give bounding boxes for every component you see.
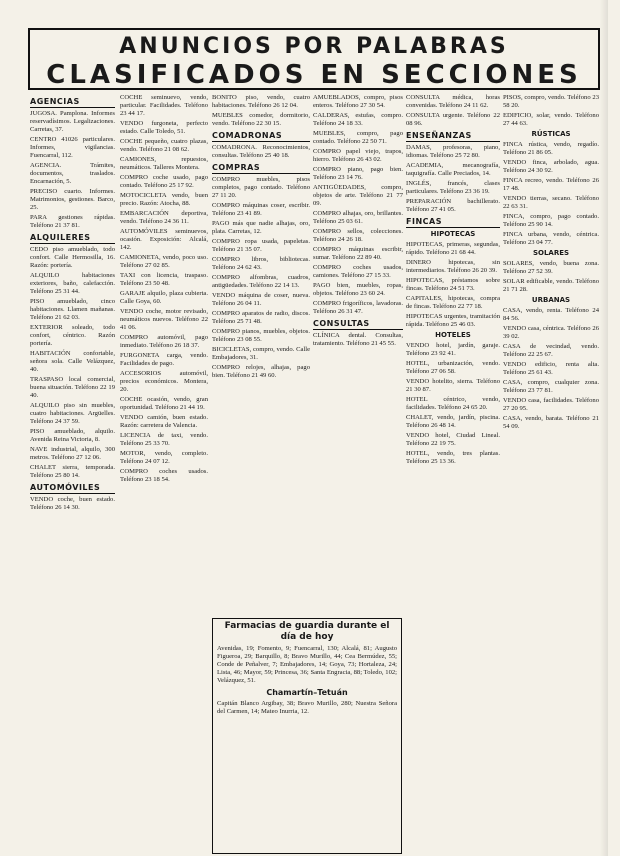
ad: COCHE seminuevo, vendo, particular. Facilidades. Teléfono 23 44 17. xyxy=(120,94,208,117)
ad: CAMIONES, repuestos, neumáticos. Talleres Montera. xyxy=(120,156,208,171)
ad: COMPRO automóvil, pago inmediato. Teléfono 26 18 37. xyxy=(120,334,208,349)
ad: MOTOR, vendo, completo. Teléfono 24 07 12. xyxy=(120,450,208,465)
ad: COMPRO papel viejo, trapos, hierro. Teléfono 26 43 02. xyxy=(313,148,403,163)
section-comadronas: COMADRONAS xyxy=(212,131,310,142)
ad: COCHE pequeño, cuatro plazas, vendo. Teléfono 21 08 62. xyxy=(120,138,208,153)
ad: VENDO edificio, renta alta. Teléfono 25 61 43. xyxy=(503,361,599,376)
ad: HOTEL céntrico, vendo, facilidades. Teléfono 24 65 20. xyxy=(406,396,500,411)
ad: ACADEMIA, mecanografía, taquigrafía. Calle Preciados, 14. xyxy=(406,162,500,177)
ad: HOTEL, vendo, tres plantas. Teléfono 25 13 36. xyxy=(406,450,500,465)
ad: EDIFICIO, solar, vendo. Teléfono 27 44 63. xyxy=(503,112,599,127)
section-ensenanzas: ENSEÑANZAS xyxy=(406,131,500,142)
ad: VENDO coche, buen estado. Teléfono 26 14 30. xyxy=(30,496,115,511)
ad: DINERO hipotecas, sin intermediarios. Teléfono 26 20 39. xyxy=(406,259,500,274)
ad: COMPRO muebles, pisos completos, pago contado. Teléfono 27 11 20. xyxy=(212,176,310,199)
ad: VENDO furgoneta, perfecto estado. Calle Toledo, 51. xyxy=(120,120,208,135)
ad: EMBARCACIÓN deportiva, vendo. Teléfono 24 36 11. xyxy=(120,210,208,225)
ad: COMPRO pianos, muebles, objetos. Teléfono 23 08 55. xyxy=(212,328,310,343)
ad: CASA de vecindad, vendo. Teléfono 22 25 67. xyxy=(503,343,599,358)
ad: HIPOTECAS urgentes, tramitación rápida. Teléfono 25 46 03. xyxy=(406,313,500,328)
ad: MUEBLES comedor, dormitorio, vendo. Teléfono 22 30 15. xyxy=(212,112,310,127)
banner-line-2: CLASIFICADOS EN SECCIONES xyxy=(46,60,582,90)
ad: COMPRO relojes, alhajas, pago bien. Teléfono 21 49 60. xyxy=(212,364,310,379)
ad: PAGO más que nadie alhajas, oro, plata. Carretas, 12. xyxy=(212,220,310,235)
ad: FINCA urbana, vendo, céntrica. Teléfono 23 04 77. xyxy=(503,231,599,246)
ad: PARA gestiones rápidas. Teléfono 21 37 81. xyxy=(30,214,115,229)
subsection-rusticas: RÚSTICAS xyxy=(531,130,571,138)
ad: MOTOCICLETA vendo, buen precio. Razón: Atocha, 88. xyxy=(120,192,208,207)
subsection-solares: SOLARES xyxy=(532,249,570,257)
ad: CALDERAS, estufas, compro. Teléfono 24 18 33. xyxy=(313,112,403,127)
ad: COMPRO ropa usada, papeletas. Teléfono 21 35 07. xyxy=(212,238,310,253)
ad: COCHE ocasión, vendo, gran oportunidad. Teléfono 21 44 19. xyxy=(120,396,208,411)
ad: PISO amueblado, cinco habitaciones. Llamen mañanas. Teléfono 21 62 03. xyxy=(30,298,115,321)
ad: VENDO tierras, secano. Teléfono 22 63 31. xyxy=(503,195,599,210)
ad: VENDO máquina de coser, nueva. Teléfono 26 04 11. xyxy=(212,292,310,307)
ad: TAXI con licencia, traspaso. Teléfono 23 50 48. xyxy=(120,272,208,287)
ad: CENTRO 41026 particulares. Informes, vigilancias. Fuencarral, 112. xyxy=(30,136,115,159)
ad: CASA, vendo, barata. Teléfono 21 54 09. xyxy=(503,415,599,430)
ad: EXTERIOR soleado, todo confort, céntrico. Razón portería. xyxy=(30,324,115,347)
ad: HIPOTECAS, primeras, segundas, rápido. Teléfono 21 68 44. xyxy=(406,241,500,256)
section-compras: COMPRAS xyxy=(212,163,310,174)
banner-line-1: ANUNCIOS POR PALABRAS xyxy=(119,34,509,59)
ad: CHALET sierra, temporada. Teléfono 25 80 14. xyxy=(30,464,115,479)
ad: FINCA rústica, vendo, regadío. Teléfono 21 86 05. xyxy=(503,141,599,156)
column-2 xyxy=(120,94,208,846)
ad: PISOS, compro, vendo. Teléfono 23 58 20. xyxy=(503,94,599,109)
pharmacies-box xyxy=(212,618,402,854)
ad: HABITACIÓN confortable, señora sola. Calle Velázquez, 40. xyxy=(30,350,115,373)
ad: ALQUILO piso sin muebles, cuatro habitaciones. Argüelles. Teléfono 24 37 59. xyxy=(30,402,115,425)
section-agencias: AGENCIAS xyxy=(30,97,115,108)
column-1 xyxy=(30,94,115,846)
pharmacies-title: Farmacias de guardia durante el día de hoy xyxy=(224,621,390,642)
section-automoviles: AUTOMÓVILES xyxy=(30,483,115,494)
ad: COMPRO coches usados, camiones. Teléfono 27 15 33. xyxy=(313,264,403,279)
subsection-urbanas: URBANAS xyxy=(531,296,571,304)
ad: MUEBLES, compro, pago contado. Teléfono 22 50 71. xyxy=(313,130,403,145)
ad: COMPRO sellos, colecciones. Teléfono 24 26 18. xyxy=(313,228,403,243)
pharmacies-subtitle: Chamartín–Tetuán xyxy=(266,688,348,697)
ad: CAMIONETA, vendo, poco uso. Teléfono 27 02 85. xyxy=(120,254,208,269)
ad: COMPRO coches usados. Teléfono 23 18 54. xyxy=(120,468,208,483)
ad: BICICLETAS, compro, vendo. Calle Embajadores, 31. xyxy=(212,346,310,361)
ad: INGLÉS, francés, clases particulares. Teléfono 23 36 19. xyxy=(406,180,500,195)
subsection-hipotecas: HIPOTECAS xyxy=(430,230,476,238)
column-5 xyxy=(406,94,500,846)
ad: SOLAR edificable, vendo. Teléfono 21 71 28. xyxy=(503,278,599,293)
ad: NAVE industrial, alquilo, 300 metros. Teléfono 27 12 06. xyxy=(30,446,115,461)
ad: COMPRO alhajas, oro, brillantes. Teléfono 25 03 61. xyxy=(313,210,403,225)
ad: COMPRO libros, bibliotecas. Teléfono 24 62 43. xyxy=(212,256,310,271)
ad: VENDO coche, motor revisado, neumáticos nuevos. Teléfono 22 41 06. xyxy=(120,308,208,331)
section-alquileres: ALQUILERES xyxy=(30,233,115,244)
ad: LICENCIA de taxi, vendo. Teléfono 25 33 70. xyxy=(120,432,208,447)
ad: ANTIGÜEDADES, compro, objetos de arte. Teléfono 21 77 09. xyxy=(313,184,403,207)
ad: COMPRO alfombras, cuadros, antigüedades. Teléfono 22 14 13. xyxy=(212,274,310,289)
ad: HOTEL, urbanización, vendo. Teléfono 27 06 58. xyxy=(406,360,500,375)
ad: JUGOSA. Pamplona. Informes reservadísimos. Legalizaciones. Carretas, 37. xyxy=(30,110,115,133)
ad: VENDO casa, céntrica. Teléfono 26 39 02. xyxy=(503,325,599,340)
ad: PRECISO cuarto. Informes. Matrimonios, gestiones. Barco, 25. xyxy=(30,188,115,211)
ad: DAMAS, profesoras, piano, idiomas. Teléfono 25 72 80. xyxy=(406,144,500,159)
ad: CLÍNICA dental. Consultas, tratamiento. Teléfono 21 45 55. xyxy=(313,332,403,347)
ad: COMPRO máquinas escribir, sumar. Teléfono 22 89 40. xyxy=(313,246,403,261)
pharmacies-list-2: Capitán Blanco Argibay, 38; Bravo Murillo, 280; Nuestra Señora del Carmen, 14; Mateo Inurria, 12. xyxy=(217,700,397,715)
ad: VENDO hotel, Ciudad Lineal. Teléfono 22 19 75. xyxy=(406,432,500,447)
ad: CASA, compro, cualquier zona. Teléfono 23 77 81. xyxy=(503,379,599,394)
column-6 xyxy=(503,94,599,846)
ad: PISO amueblado, alquilo. Avenida Reina Victoria, 8. xyxy=(30,428,115,443)
ad: COMPRO aparatos de radio, discos. Teléfono 25 71 48. xyxy=(212,310,310,325)
ad: COMPRO piano, pago bien. Teléfono 23 14 76. xyxy=(313,166,403,181)
ad: CONSULTA médica, horas convenidas. Teléfono 24 11 62. xyxy=(406,94,500,109)
header-banner xyxy=(28,28,600,90)
ad: GARAJE alquilo, plaza cubierta. Calle Goya, 60. xyxy=(120,290,208,305)
ad: COMPRO frigoríficos, lavadoras. Teléfono 26 31 47. xyxy=(313,300,403,315)
section-fincas: FINCAS xyxy=(406,217,500,228)
ad: AMUEBLADOS, compro, pisos enteros. Teléfono 27 30 54. xyxy=(313,94,403,109)
ad: FINCA, compro, pago contado. Teléfono 25 90 14. xyxy=(503,213,599,228)
ad: CASA, vendo, renta. Teléfono 24 84 56. xyxy=(503,307,599,322)
ad: PREPARACIÓN bachillerato. Teléfono 27 41 05. xyxy=(406,198,500,213)
ad: VENDO casa, facilidades. Teléfono 27 20 95. xyxy=(503,397,599,412)
ad: COMPRO coche usado, pago contado. Teléfono 25 17 92. xyxy=(120,174,208,189)
ad: VENDO finca, arbolado, agua. Teléfono 24 30 92. xyxy=(503,159,599,174)
column-4 xyxy=(313,94,403,618)
ad: AGENCIA. Trámites, documentos, traslados. Encarnación, 5. xyxy=(30,162,115,185)
ad: FURGONETA carga, vendo. Facilidades de pago. xyxy=(120,352,208,367)
ad: CEDO piso amueblado, todo confort. Calle Hermosilla, 16. Razón: portería. xyxy=(30,246,115,269)
ad: COMADRONA. Reconocimientos, consultas. Teléfono 25 40 18. xyxy=(212,144,310,159)
page-edge-shadow xyxy=(600,0,608,856)
ad: COMPRO máquinas coser, escribir. Teléfono 23 41 89. xyxy=(212,202,310,217)
ad: HIPOTECAS, préstamos sobre fincas. Teléfono 24 51 73. xyxy=(406,277,500,292)
ad: VENDO camión, buen estado. Razón: carretera de Valencia. xyxy=(120,414,208,429)
ad: ACCESORIOS automóvil, precios económicos. Montera, 20. xyxy=(120,370,208,393)
ad: TRASPASO local comercial, buena situación. Teléfono 22 19 40. xyxy=(30,376,115,399)
ad: PAGO bien, muebles, ropas, objetos. Teléfono 23 60 24. xyxy=(313,282,403,297)
ad: ALQUILO habitaciones exteriores, baño, calefacción. Teléfono 25 31 44. xyxy=(30,272,115,295)
ad: SOLARES, vendo, buena zona. Teléfono 27 52 39. xyxy=(503,260,599,275)
ad: FINCA recreo, vendo. Teléfono 26 17 48. xyxy=(503,177,599,192)
ad: VENDO hotelito, sierra. Teléfono 21 30 87. xyxy=(406,378,500,393)
ad: BONITO piso, vendo, cuatro habitaciones. Teléfono 26 12 04. xyxy=(212,94,310,109)
ad: VENDO hotel, jardín, garaje. Teléfono 23 92 41. xyxy=(406,342,500,357)
ad: CHALET, vendo, jardín, piscina. Teléfono 26 48 14. xyxy=(406,414,500,429)
ad: AUTOMÓVILES seminuevos, ocasión. Exposición: Alcalá, 142. xyxy=(120,228,208,251)
section-consultas: CONSULTAS xyxy=(313,319,403,330)
ad: CAPITALES, hipotecas, compra de fincas. Teléfono 22 77 18. xyxy=(406,295,500,310)
pharmacies-list: Avenidas, 19; Fomento, 9; Fuencarral, 130; Alcalá, 81; Augusto Figueroa, 29; Barquillo, 8; Bravo Murillo, 44; Cea Bermúdez, 55; Conde de Peñalver, 7; Embajadores, 14; Goya, 73; Hortaleza, 24; Lista, 46; Mayor, 59; Princesa, 36; Santa Engracia, 88; Toledo, 102; Velázquez, 51. xyxy=(217,645,397,684)
subsection-hoteles: HOTELES xyxy=(435,331,471,339)
ad: CONSULTA urgente. Teléfono 22 08 96. xyxy=(406,112,500,127)
